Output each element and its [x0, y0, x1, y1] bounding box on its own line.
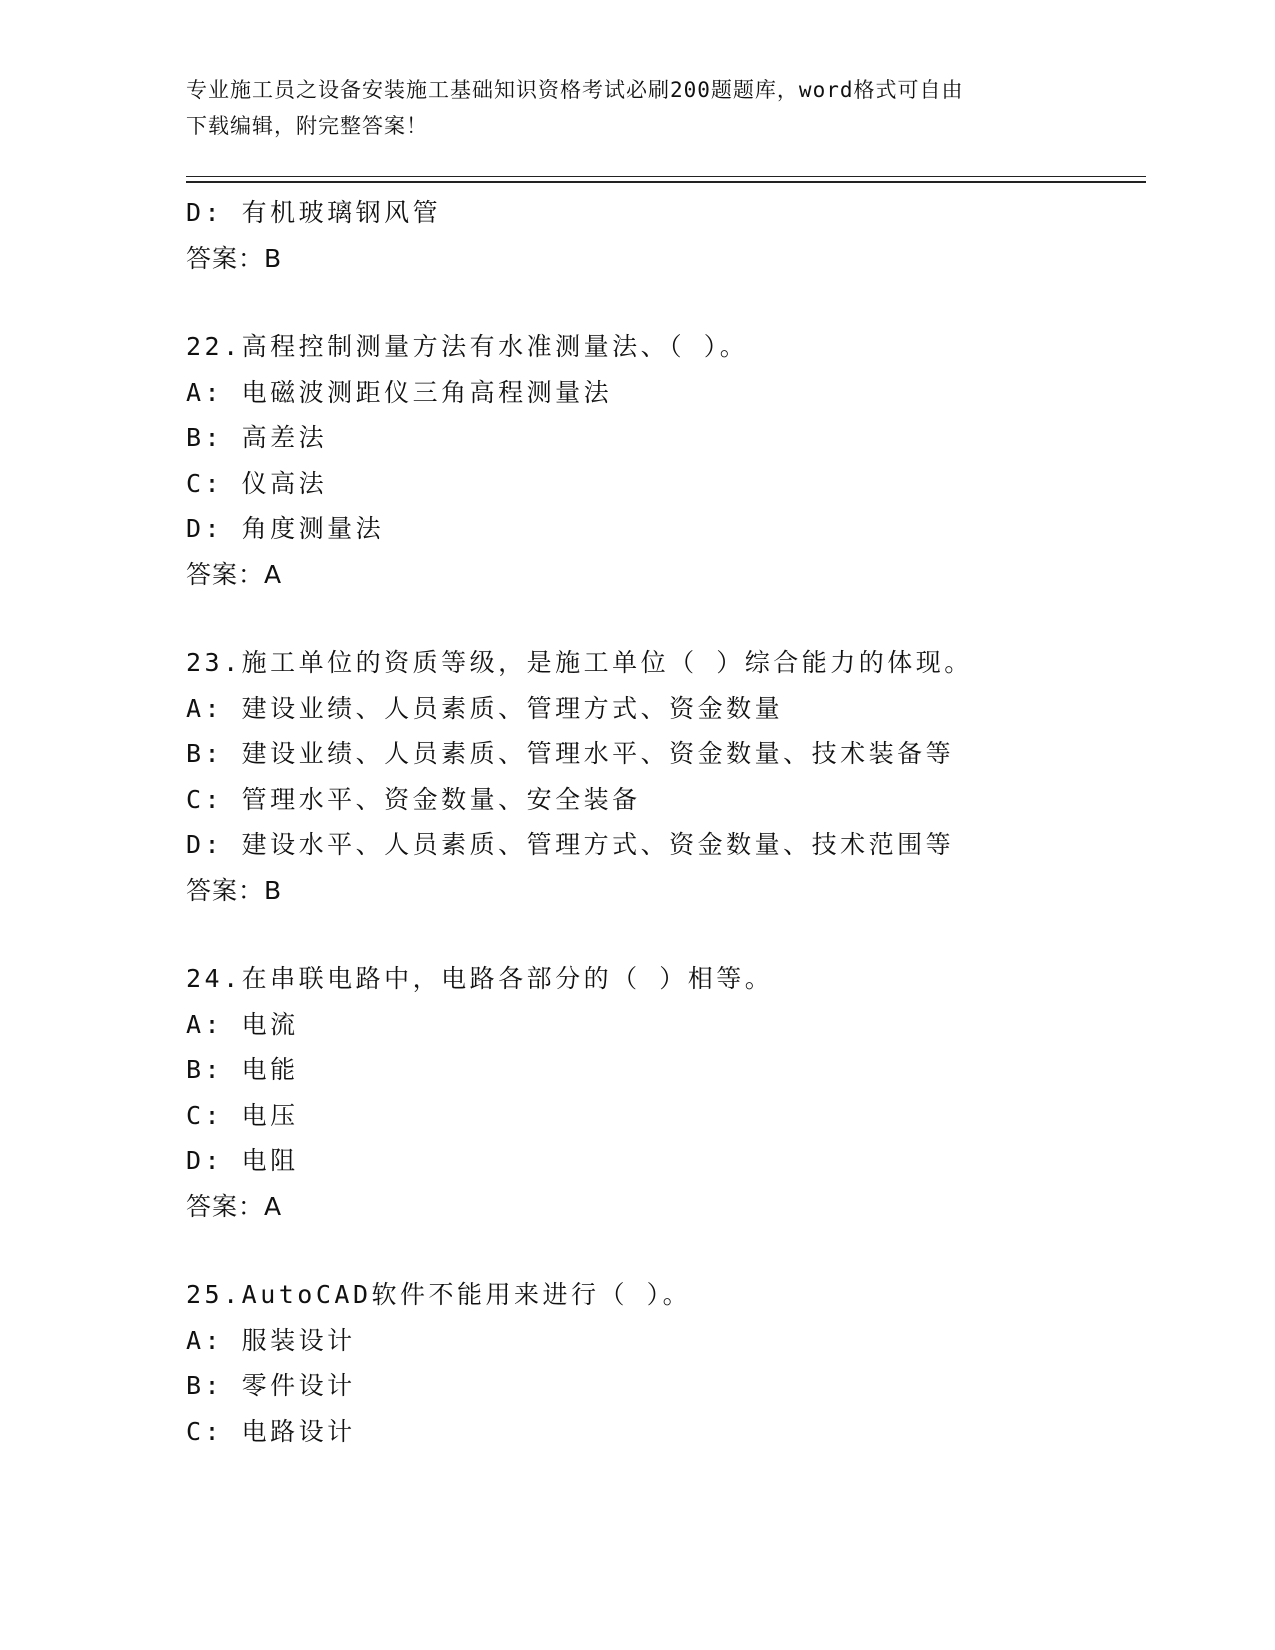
option-a: A: 建设业绩、人员素质、管理方式、资金数量 [186, 693, 784, 723]
question-25 [186, 1272, 1146, 1454]
spacer [186, 913, 1146, 956]
question-stem: 24.在串联电路中，电路各部分的（ ）相等。 [186, 964, 774, 993]
option-d: D: 有机玻璃钢风管 [186, 198, 442, 227]
option-c: C: 管理水平、资金数量、安全装备 [186, 784, 641, 814]
header-title-line-2: 下载编辑，附完整答案！ [186, 114, 428, 138]
option-a: A: 电磁波测距仪三角高程测量法 [186, 377, 613, 407]
document-header [186, 72, 1066, 144]
question-24 [186, 956, 1146, 1229]
header-divider-thick [186, 181, 1146, 183]
option-b: B: 零件设计 [186, 1371, 356, 1400]
question-stem: 25.AutoCAD软件不能用来进行（ ）。 [186, 1280, 692, 1309]
option-c: C: 仪高法 [186, 468, 328, 498]
option-b: B: 建设业绩、人员素质、管理水平、资金数量、技术装备等 [186, 739, 955, 768]
question-23 [186, 640, 1146, 913]
answer-line: 答案：A [186, 559, 283, 589]
spacer [186, 281, 1146, 324]
question-stem: 23.施工单位的资质等级，是施工单位（ ）综合能力的体现。 [186, 648, 973, 677]
question-22 [186, 324, 1146, 597]
option-b: B: 高差法 [186, 423, 328, 452]
header-divider-thin [186, 176, 1146, 177]
spacer [186, 597, 1146, 640]
option-d: D: 角度测量法 [186, 514, 385, 543]
header-title-line-1: 专业施工员之设备安装施工基础知识资格考试必刷200题题库，word格式可自由 [186, 78, 964, 102]
question-stem: 22.高程控制测量方法有水准测量法、（ ）。 [186, 332, 749, 361]
option-d: D: 电阻 [186, 1146, 299, 1175]
option-b: B: 电能 [186, 1055, 299, 1084]
spacer [186, 1229, 1146, 1272]
option-a: A: 服装设计 [186, 1325, 356, 1355]
answer-line: 答案：B [186, 875, 283, 905]
option-c: C: 电压 [186, 1100, 299, 1130]
question-list [186, 190, 1146, 1454]
question-21-tail [186, 190, 1146, 281]
option-d: D: 建设水平、人员素质、管理方式、资金数量、技术范围等 [186, 830, 955, 859]
answer-line: 答案：A [186, 1191, 283, 1221]
option-c: C: 电路设计 [186, 1416, 356, 1446]
option-a: A: 电流 [186, 1009, 299, 1039]
answer-line: 答案：B [186, 243, 283, 273]
